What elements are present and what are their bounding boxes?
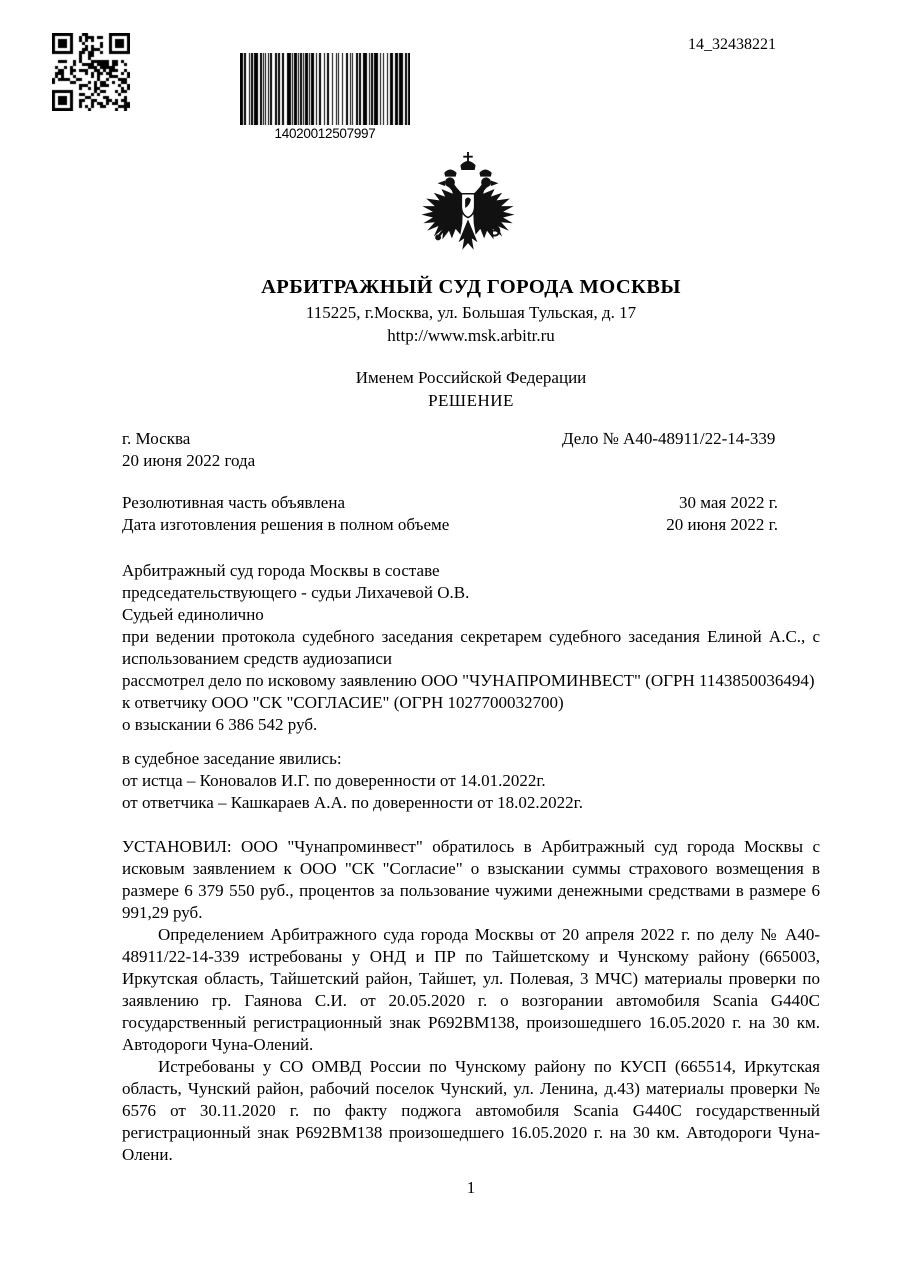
attendance-line: от истца – Коновалов И.Г. по доверенности от 14.01.2022г. [122,771,546,790]
court-composition [122,560,820,736]
court-address: 115225, г.Москва, ул. Большая Тульская, д. 17 [305,303,637,322]
document-type-title: РЕШЕНИЕ [428,391,514,410]
decision-date: 20 июня 2022 года [122,451,256,470]
composition-line: Арбитражный суд города Москвы в составе [122,561,440,580]
composition-line: при ведении протокола судебного заседания секретарем судебного заседания Елиной А.С., с использованием средств аудиозаписи [122,627,820,668]
in-the-name-line: Именем Российской Федерации [355,368,587,387]
document-body [122,428,820,1166]
full-text-row [122,514,820,536]
coat-of-arms-icon [411,149,525,267]
findings-section [122,836,820,1166]
resolutive-label: Резолютивная часть объявлена [122,493,345,512]
attendance-line: в судебное заседание явились: [122,749,342,768]
body-paragraph: Истребованы у СО ОМВД России по Чунскому району по КУСП (665514, Иркутская область, Чунский район, рабочий поселок Чунский, ул. Ленина, д.43) материалы проверки № 6576 от 30.11.2020 г. по факту поджога автомобиля Scania G440C государственный регистрационный знак Р692ВМ138 произошедшего 16.05.2020 г. на 30 км. Автодороги Чуна-Олени. [122,1057,820,1164]
composition-line: рассмотрел дело по исковому заявлению ООО "ЧУНАПРОМИНВЕСТ" (ОГРН 1143850036494) [122,671,815,690]
barcode-bars [240,53,410,125]
decision-date-row [122,450,820,472]
full-text-date: 20 июня 2022 г. [666,515,778,534]
composition-line: Судьей единолично [122,605,264,624]
page-number: 1 [466,1178,476,1197]
document-id: 14_32438221 [688,36,776,53]
city-case-row [122,428,820,450]
barcode [240,53,410,141]
qr-code [52,33,130,111]
resolutive-date: 30 мая 2022 г. [678,493,778,512]
city-label: г. Москва [122,429,191,448]
resolutive-row [122,492,820,514]
body-paragraph: УСТАНОВИЛ: ООО "Чунапроминвест" обратилось в Арбитражный суд города Москвы с исковым заявлением к ООО "СК "Согласие" о взыскании суммы страхового возмещения в размере 6 379 550 руб., процентов за пользование чужими денежными средствами в размере 6 991,29 руб. [122,837,820,922]
attendance-list [122,748,820,814]
attendance-line: от ответчика – Кашкараев А.А. по доверенности от 18.02.2022г. [122,793,583,812]
case-number: Дело № А40-48911/22-14-339 [562,429,776,448]
barcode-number: 14020012507997 [274,126,376,141]
court-website-link: http://www.msk.arbitr.ru [387,326,555,345]
composition-line: к ответчику ООО "СК "СОГЛАСИЕ" (ОГРН 1027700032700) [122,693,564,712]
court-name: АРБИТРАЖНЫЙ СУД ГОРОДА МОСКВЫ [261,276,681,298]
full-text-label: Дата изготовления решения в полном объеме [122,515,450,534]
composition-line: председательствующего - судьи Лихачевой О.В. [122,583,470,602]
composition-line: о взыскании 6 386 542 руб. [122,715,318,734]
body-paragraph: Определением Арбитражного суда города Москвы от 20 апреля 2022 г. по делу № А40-48911/22-14-339 истребованы у ОНД и ПР по Тайшетскому и Чунскому району (665003, Иркутская область, Тайшетский район, Тайшет, ул. Полевая, 3 МЧС) материалы проверки по заявлению гр. Гаянова С.И. от 20.05.2020 г. о возгорании автомобиля Scania G440C государственный регистрационный знак Р692ВМ138, произошедшего 16.05.2020 г. на 30 км. Автодороги Чуна-Олений. [122,925,820,1054]
